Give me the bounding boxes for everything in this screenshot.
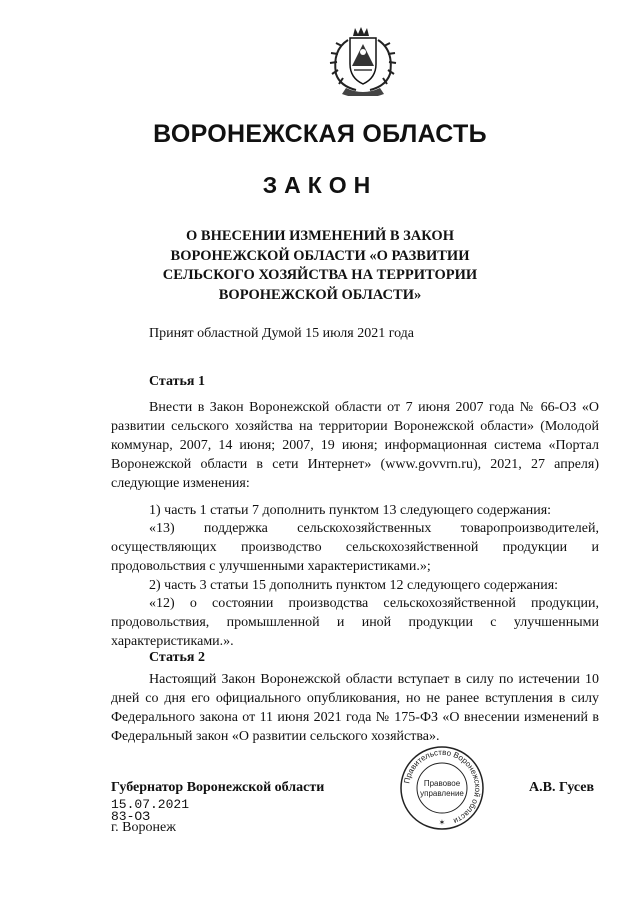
document-type-title: ЗАКОН: [262, 172, 378, 198]
seal-stamp-icon: [399, 745, 485, 831]
city-text: г. Воронеж: [111, 820, 176, 835]
law-name-line: О ВНЕСЕНИИ ИЗМЕНЕНИЙ В ЗАКОН: [186, 228, 454, 244]
article-1-item-text: «13) поддержка сельскохозяйственных товаропроизводителей, осуществляющих производство сельскохозяйственной продукции и продовольствия с улучшенными характеристиками.»;: [111, 521, 599, 574]
stamp-center-line: Правовое: [423, 779, 461, 788]
law-name-line: ВОРОНЕЖСКОЙ ОБЛАСТИ»: [218, 286, 422, 303]
article-1-item-text: «12) о состоянии производства сельскохозяйственной продукции, продовольствия, промышленной и иной продукции с улучшенными характеристиками.».: [111, 596, 599, 649]
coat-of-arms-icon: [318, 24, 408, 96]
signer-name: А.В. Гусев: [529, 780, 595, 795]
article-1-paragraph: Внести в Закон Воронежской области от 7 июня 2007 года № 66-ОЗ «О развитии сельского хозяйства на территории Воронежской области» (Молодой коммунар, 2007, 14 июня; 2007, 19 июня; информационная система «Портал Воронежской области в сети Интернет» (www.govvrn.ru), 2021, 27 апреля) следующие изменения:: [111, 400, 599, 491]
law-name-line: СЕЛЬСКОГО ХОЗЯЙСТВА НА ТЕРРИТОРИИ: [162, 267, 478, 283]
law-name: [110, 227, 530, 305]
stamp-star-icon: ✶: [438, 818, 446, 827]
stamp-ring-text: Правительство Воронежской области: [402, 747, 483, 826]
article-1-title: Статья 1: [149, 374, 205, 389]
article-1-item: 1) часть 1 статьи 7 дополнить пунктом 13 следующего содержания:: [149, 503, 552, 518]
article-2-title: Статья 2: [149, 650, 205, 665]
signing-date: 15.07.2021: [111, 797, 190, 812]
article-2-paragraph: Настоящий Закон Воронежской области вступает в силу по истечении 10 дней со дня его официального опубликования, но не ранее вступления в силу Федерального закона от 11 июня 2021 года № 175-ФЗ «О внесении изменений в Федеральный закон «О развитии сельского хозяйства».: [111, 672, 599, 744]
article-1-item: 2) часть 3 статьи 15 дополнить пунктом 12 следующего содержания:: [149, 578, 559, 593]
signer-title: Губернатор Воронежской области: [111, 780, 325, 795]
stamp-center-line: управление: [420, 789, 464, 798]
region-title: ВОРОНЕЖСКАЯ ОБЛАСТЬ: [153, 120, 487, 148]
law-name-line: ВОРОНЕЖСКОЙ ОБЛАСТИ «О РАЗВИТИИ: [170, 247, 470, 264]
adoption-date-text: Принят областной Думой 15 июля 2021 года: [149, 326, 415, 341]
law-number: 83-ОЗ: [111, 809, 151, 824]
